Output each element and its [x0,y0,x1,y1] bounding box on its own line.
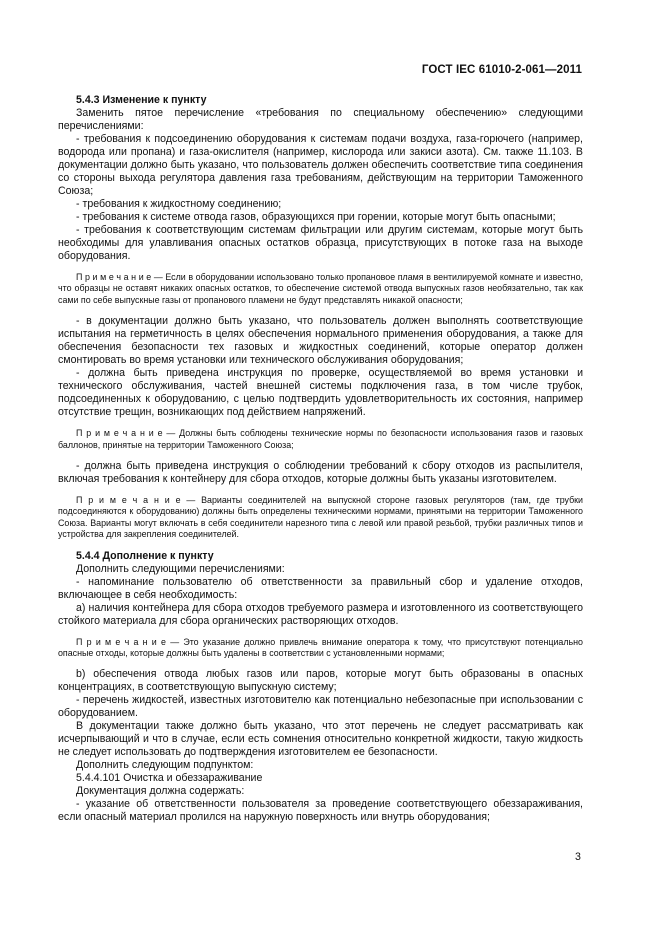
note: П р и м е ч а н и е — Варианты соединителей на выпускной стороне газовых регуляторов (там, где трубки подсоединяются к оборудованию) должны быть определены техническими нормами, принятыми на территории Таможенного Союза. Варианты могут включать в себя соединители нарезного типа с левой или правой резьбой, трубки различных типов и устройства для закрепления соединителей. [58,495,583,540]
paragraph: Заменить пятое перечисление «требования по специальному обеспечению» следующими перечислениями: [58,107,583,132]
note: П р и м е ч а н и е — Должны быть соблюдены технические нормы по безопасности использования газов и газовых баллонов, принятые на территории Таможенного Союза; [58,428,583,450]
page-number: 3 [575,851,581,863]
section-5-4-3-heading: 5.4.3 Изменение к пункту [76,94,207,106]
paragraph: Дополнить следующими перечислениями: [76,562,285,575]
list-item: - должна быть приведена инструкция по проверке, осуществляемой во время установки и технического обслуживания, частей внешней системы подключения газа, в том числе трубок, подсоединенных к оборудованию, с целью подтвердить удовлетворительность их состояния, например отсутствие трещин, возникающих под действием напряжений. [58,367,583,419]
paragraph: Документация должна содержать: [76,785,245,798]
document-body [58,94,583,824]
subsection-heading: 5.4.4.101 Очистка и обеззараживание [76,772,263,785]
list-item: - напоминание пользователю об ответственности за правильный сбор и удаление отходов, включающее в себя необходимость: [58,575,583,601]
standard-header: ГОСТ IEC 61010-2-061—2011 [421,64,582,76]
note: П р и м е ч а н и е — Это указание должно привлечь внимание оператора к тому, что присутствуют потенциально опасные отходы, которые должны быть удалены в соответствии с установленными нормами; [58,636,583,659]
list-item: - требования к системе отвода газов, образующихся при горении, которые могут быть опасными; [76,211,556,223]
list-item: - в документации должно быть указано, что пользователь должен выполнять соответствующие испытания на герметичность в целях обеспечения нормального применения оборудования, а также для обеспечения безопасности тех газовых и жидкостных соединений, которые оператор должен смонтировать во время установки или технического обслуживания оборудования; [58,315,583,367]
paragraph: Дополнить следующим подпунктом: [76,759,254,772]
list-item: - должна быть приведена инструкция о соблюдении требований к сбору отходов из распылителя, включая требования к контейнеру для сбора отходов, которые должны быть указаны изготовителем. [58,460,583,486]
list-item: - требования к жидкостному соединению; [76,198,282,210]
list-item: - указание об ответственности пользователя за проведение соответствующего обеззараживания, если опасный материал пролился на наружную поверхность или внутрь оборудования; [58,798,583,824]
list-item: - требования к соответствующим системам фильтрации или другим системам, которые могут быть необходимы для улавливания опасных остатков образца, присутствующих в потоке газа на выходе оборудования. [58,224,583,262]
list-item: b) обеспечения отвода любых газов или паров, которые могут быть образованы в опасных концентрациях, в соответствующую выпускную систему; [58,668,583,694]
section-5-4-4-heading: 5.4.4 Дополнение к пункту [76,549,214,562]
note: П р и м е ч а н и е — Если в оборудовании использовано только пропановое пламя в вентилируемой комнате и известно, что образцы не оставят никаких опасных остатков, то обеспечение системой отвода выпускных газов необязательно, так как сами по себе выпускные газы от пропанового пламени не будут представлять никакой опасности; [58,272,583,305]
paragraph: В документации также должно быть указано, что этот перечень не следует рассматривать как исчерпывающий и что в случае, если есть сомнения относительно конкретной жидкости, такую жидкость не следует использовать до подтверждения изготовителем ее безопасности. [58,720,583,759]
list-item: - перечень жидкостей, известных изготовителю как потенциально небезопасные при использовании с оборудованием. [58,694,583,720]
list-item: а) наличия контейнера для сбора отходов требуемого размера и изготовленного из соответствующего стойкого материала для сбора органических растворяющих отходов. [58,601,583,627]
list-item: - требования к подсоединению оборудования к системам подачи воздуха, газа-горючего (например, водорода или пропана) и газа-окислителя (например, кислорода или закиси азота). См. также 11.103. В документации должно быть указано, что пользователь должен обеспечить соответствие типа соединения со стороны выхода регулятора давления газа требованиям, действующим на территории Таможенного Союза; [58,133,583,197]
